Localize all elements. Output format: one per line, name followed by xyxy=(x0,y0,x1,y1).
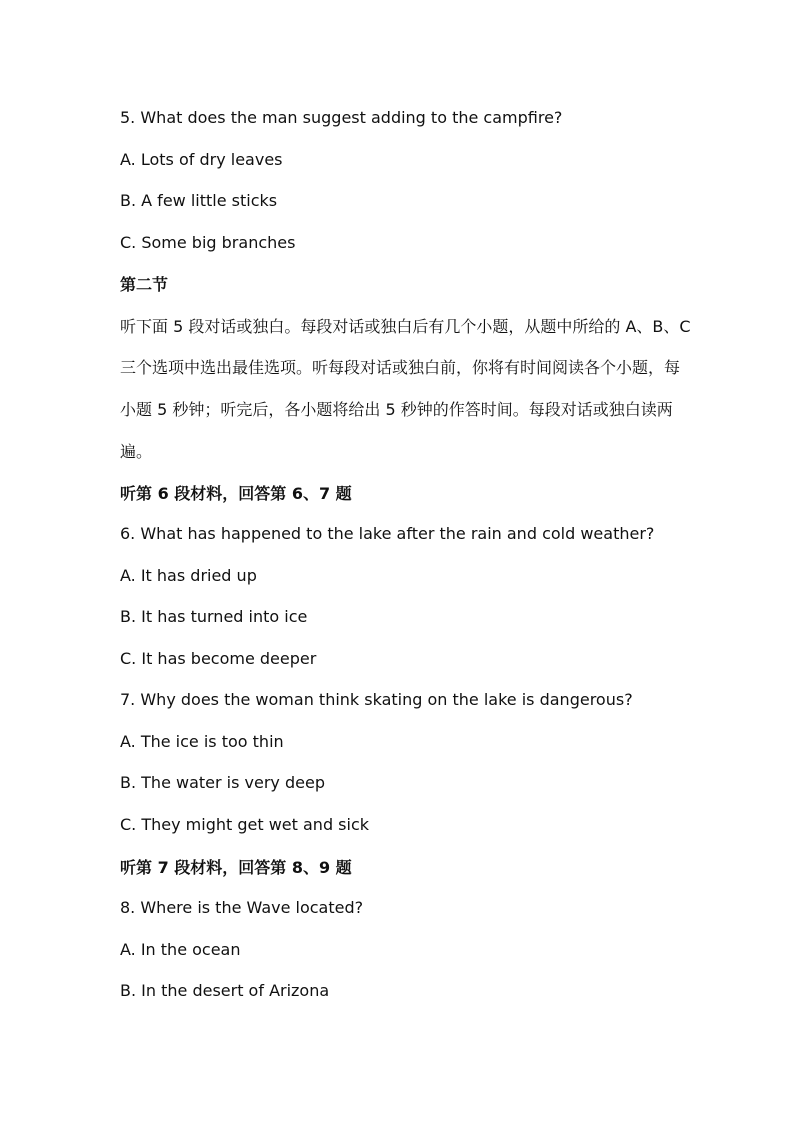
question-8: 8. Where is the Wave located? xyxy=(120,898,364,917)
option-6a: A. It has dried up xyxy=(120,566,257,585)
option-7a: A. The ice is too thin xyxy=(120,732,284,751)
material-7-heading: 听第 7 段材料，回答第 8、9 题 xyxy=(120,858,352,877)
instruction-line-3: 小题 5 秒钟；听完后，各小题将给出 5 秒钟的作答时间。每段对话或独白读两 xyxy=(120,400,673,419)
option-7c: C. They might get wet and sick xyxy=(120,815,370,834)
instruction-line-4: 遍。 xyxy=(120,442,153,461)
option-6b: B. It has turned into ice xyxy=(120,607,308,626)
section-heading: 第二节 xyxy=(120,275,169,294)
option-8a: A. In the ocean xyxy=(120,940,241,959)
instruction-line-1: 听下面 5 段对话或独白。每段对话或独白后有几个小题，从题中所给的 A、B、C xyxy=(120,317,691,336)
option-8b: B. In the desert of Arizona xyxy=(120,981,330,1000)
question-5: 5. What does the man suggest adding to the campfire? xyxy=(120,108,563,127)
question-6: 6. What has happened to the lake after the rain and cold weather? xyxy=(120,524,655,543)
option-5c: C. Some big branches xyxy=(120,233,296,252)
option-6c: C. It has become deeper xyxy=(120,649,317,668)
instruction-line-2: 三个选项中选出最佳选项。听每段对话或独白前，你将有时间阅读各个小题，每 xyxy=(120,358,681,377)
option-5a: A. Lots of dry leaves xyxy=(120,150,283,169)
question-7: 7. Why does the woman think skating on the lake is dangerous? xyxy=(120,690,633,709)
material-6-heading: 听第 6 段材料，回答第 6、7 题 xyxy=(120,484,352,503)
option-5b: B. A few little sticks xyxy=(120,191,278,210)
option-7b: B. The water is very deep xyxy=(120,773,325,792)
